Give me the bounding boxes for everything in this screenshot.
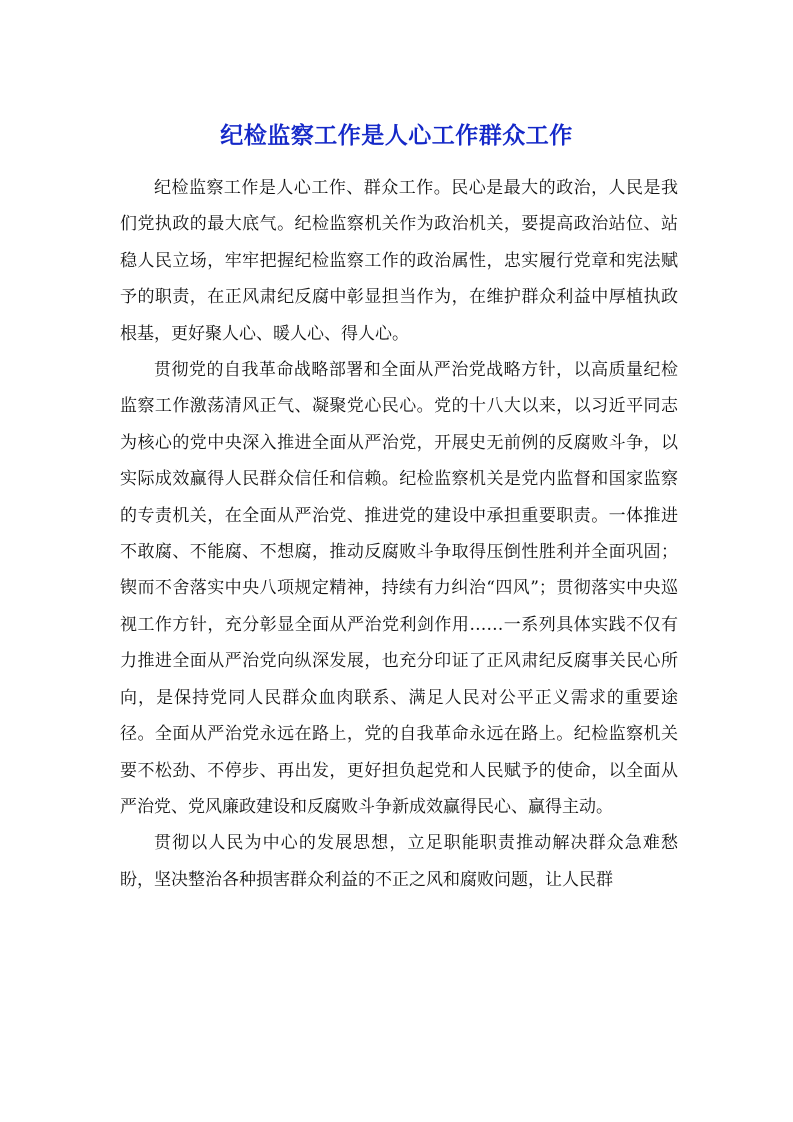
paragraph-2: 贯彻党的自我革命战略部署和全面从严治党战略方针，以高质量纪检监察工作激荡清风正气、凝聚党心民心。党的十八大以来，以习近平同志为核心的党中央深入推进全面从严治党，开展史无前例的反腐败斗争，以实际成效赢得人民群众信任和信赖。纪检监察机关是党内监督和国家监察的专责机关，在全面从严治党、推进党的建设中承担重要职责。一体推进不敢腐、不能腐、不想腐，推动反腐败斗争取得压倒性胜利并全面巩固；锲而不舍落实中央八项规定精神，持续有力纠治“四风”；贯彻落实中央巡视工作方针，充分彰显全面从严治党利剑作用……一系列具体实践不仅有力推进全面从严治党向纵深发展，也充分印证了正风肃纪反腐事关民心所向，是保持党同人民群众血肉联系、满足人民对公平正义需求的重要途径。全面从严治党永远在路上，党的自我革命永远在路上。纪检监察机关要不松劲、不停步、再出发，更好担负起党和人民赋予的使命，以全面从严治党、党风廉政建设和反腐败斗争新成效赢得民心、赢得主动。: [120, 360, 678, 817]
paragraph-3: 贯彻以人民为中心的发展思想，立足职能职责推动解决群众急难愁盼，坚决整治各种损害群众利益的不正之风和腐败问题，让人民群: [120, 833, 678, 890]
paragraph-1: 纪检监察工作是人心工作、群众工作。民心是最大的政治，人民是我们党执政的最大底气。纪检监察机关作为政治机关，要提高政治站位、站稳人民立场，牢牢把握纪检监察工作的政治属性，忠实履行党章和宪法赋予的职责，在正风肃纪反腐中彰显担当作为，在维护群众利益中厚植执政根基，更好聚人心、暖人心、得人心。: [120, 178, 678, 344]
document-body: [120, 170, 678, 898]
document-title: 纪检监察工作是人心工作群众工作: [220, 123, 573, 149]
